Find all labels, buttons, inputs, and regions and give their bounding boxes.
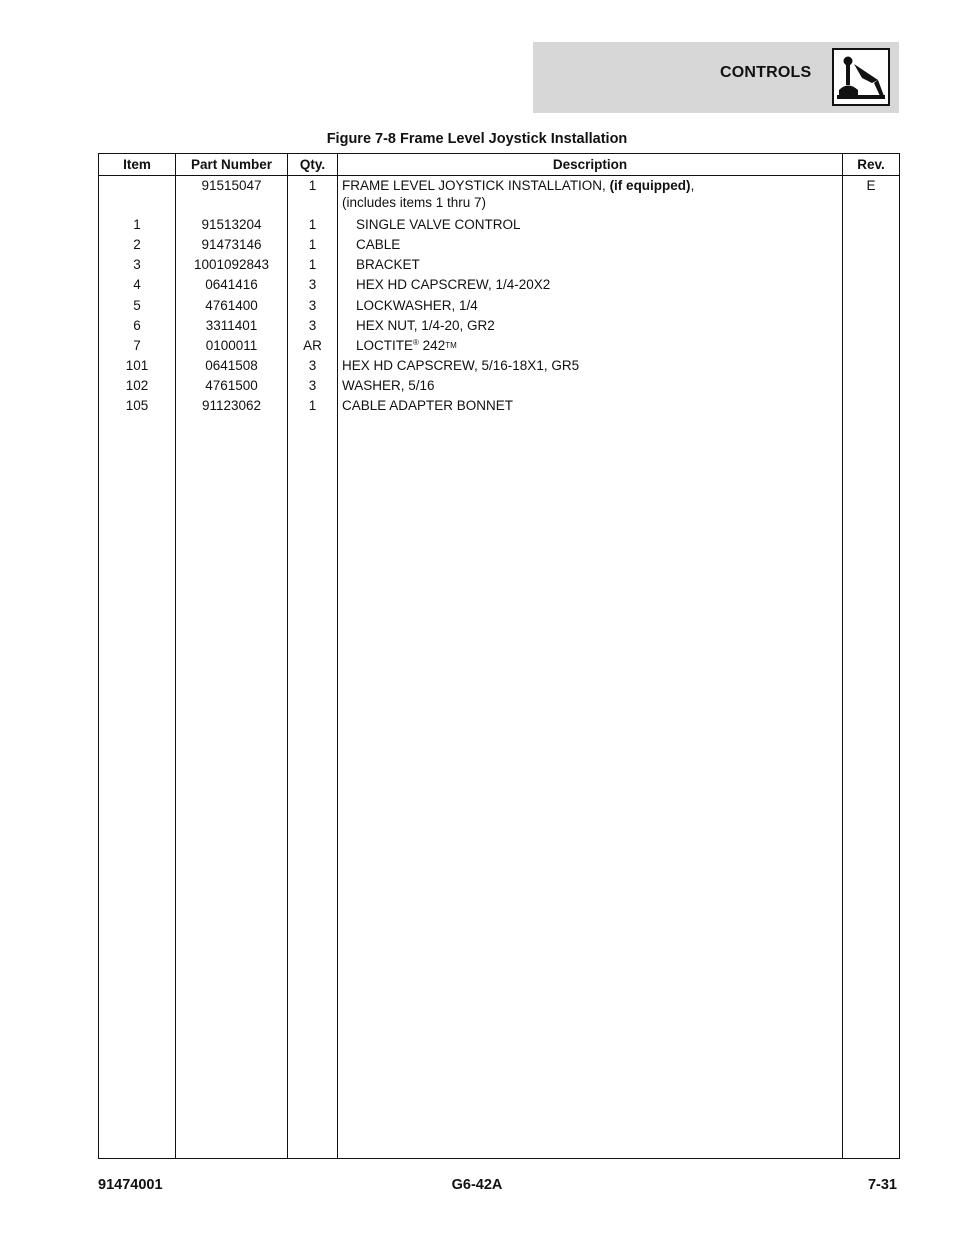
part-number-cell: 91123062 [201, 398, 262, 414]
qty-cell: 3 [308, 358, 317, 374]
description-cell: WASHER, 5/16 [342, 378, 435, 394]
part-number-cell: 3311401 [205, 317, 258, 333]
column-header-item: Item [99, 154, 176, 176]
column-header-rev: Rev. [843, 154, 900, 176]
description-cell: HEX HD CAPSCREW, 5/16-18X1, GR5 [342, 358, 580, 374]
rev-column [843, 176, 900, 1159]
item-column [99, 176, 176, 1159]
table-header-row [99, 154, 900, 176]
part-number-cell: 91515047 [201, 178, 262, 193]
item-cell: 3 [133, 257, 141, 273]
description-cell: SINGLE VALVE CONTROL [356, 216, 521, 232]
qty-cell: 3 [308, 378, 317, 394]
description-cell: HEX HD CAPSCREW, 1/4-20X2 [356, 277, 551, 293]
joystick-section-icon [832, 48, 890, 106]
part-number-cell: 0641416 [205, 277, 258, 293]
part-number-cell: 91513204 [201, 216, 262, 232]
description-cell: BRACKET [356, 257, 420, 273]
qty-cell: 3 [308, 317, 317, 333]
item-cell [99, 178, 175, 195]
item-cell: 101 [125, 358, 149, 374]
item-cell: 102 [125, 378, 149, 394]
item-cell: 5 [133, 297, 141, 313]
qty-cell: 1 [308, 178, 317, 193]
qty-cell: 1 [308, 216, 317, 232]
footer-model: G6-42A [451, 1177, 503, 1193]
qty-cell: 1 [308, 236, 317, 252]
qty-cell: 3 [308, 277, 317, 293]
section-title: CONTROLS [720, 64, 812, 81]
item-cell: 105 [125, 398, 149, 414]
qty-cell: AR [303, 337, 322, 353]
table-body [99, 176, 900, 1159]
qty-cell: 1 [308, 257, 317, 273]
description-cell-continued: (includes items 1 thru 7) [342, 194, 487, 210]
qty-column [288, 176, 338, 1159]
column-header-description: Description [338, 154, 843, 176]
description-cell: LOCKWASHER, 1/4 [356, 297, 478, 313]
item-cell: 2 [133, 236, 141, 252]
part-number-cell: 4761500 [205, 378, 258, 394]
part-number-cell: 1001092843 [193, 257, 270, 273]
parts-table [98, 153, 900, 1159]
item-cell: 4 [133, 277, 141, 293]
footer-doc-number: 91474001 [98, 1177, 163, 1193]
description-cell: CABLE [356, 236, 401, 252]
item-cell: 1 [133, 216, 141, 232]
part-number-cell: 0100011 [205, 337, 258, 353]
part-number-column [176, 176, 288, 1159]
description-cell: HEX NUT, 1/4-20, GR2 [356, 317, 495, 333]
part-number-cell: 4761400 [205, 297, 258, 313]
column-header-part-number: Part Number [176, 154, 288, 176]
column-header-qty: Qty. [288, 154, 338, 176]
item-cell: 6 [133, 317, 141, 333]
item-cell: 7 [133, 337, 141, 353]
part-number-cell: 91473146 [201, 236, 262, 252]
description-cell: FRAME LEVEL JOYSTICK INSTALLATION, (if equipped), [342, 178, 695, 193]
description-cell: CABLE ADAPTER BONNET [342, 398, 514, 414]
part-number-cell: 0641508 [205, 358, 258, 374]
rev-cell: E [866, 178, 876, 193]
footer-page-number: 7-31 [867, 1177, 897, 1193]
description-cell: LOCTITE® 242TM [356, 337, 457, 353]
description-column [338, 176, 843, 1159]
qty-cell: 3 [308, 297, 317, 313]
figure-title: Figure 7-8 Frame Level Joystick Installation [326, 131, 628, 147]
qty-cell: 1 [308, 398, 317, 414]
